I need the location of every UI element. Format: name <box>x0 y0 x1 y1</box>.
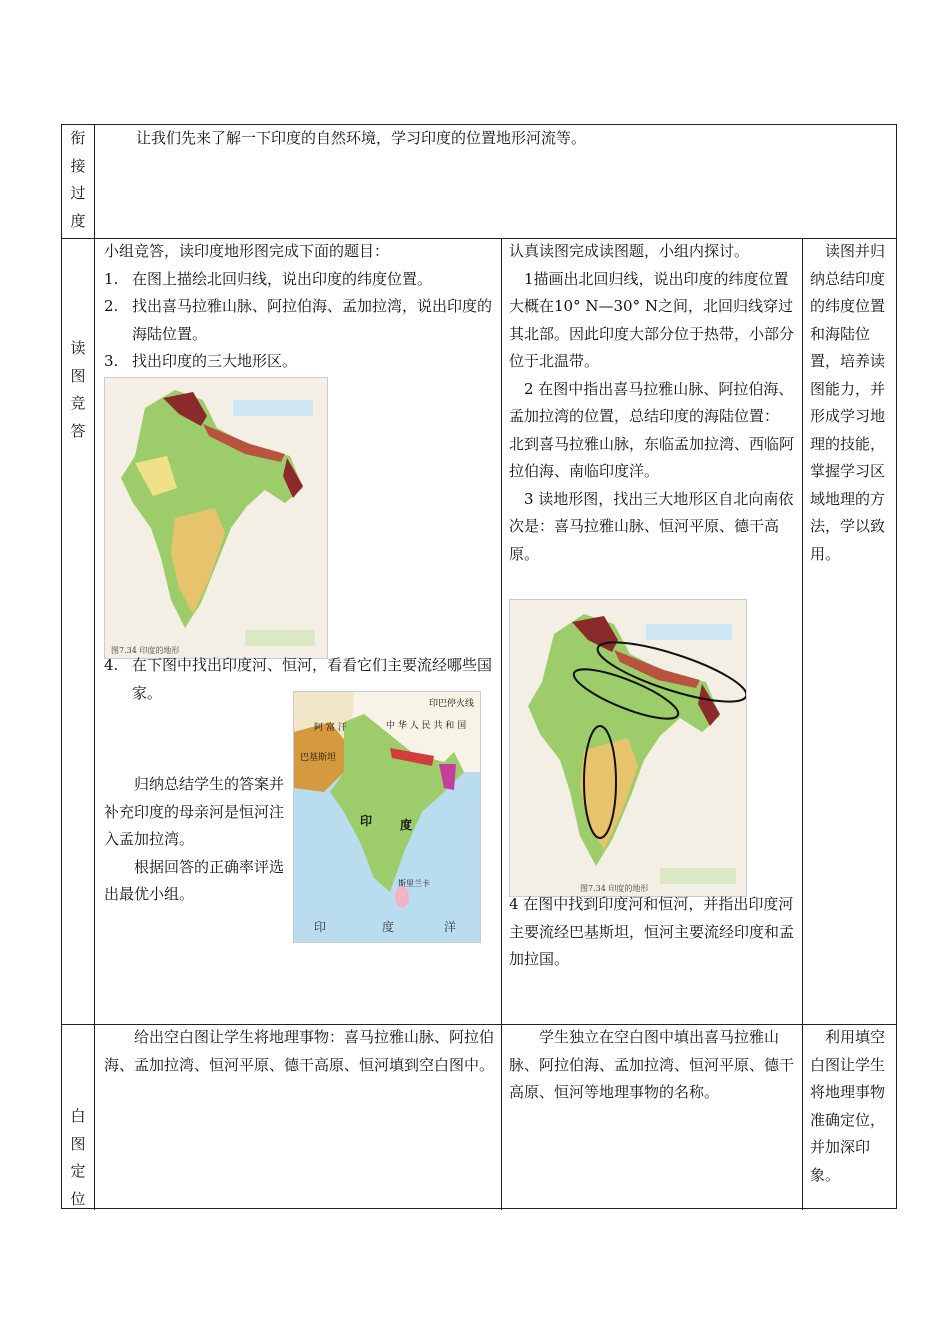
india-terrain-map-1 <box>104 377 328 659</box>
india-terrain-map-2 <box>509 599 747 897</box>
map2-label-ocean-1: 印 <box>314 920 327 934</box>
row3-purpose: 利用填空白图让学生将地理事物准确定位，并加深印象。 <box>810 1028 886 1184</box>
col-divider-label <box>94 125 95 1210</box>
teacher-summary-2: 根据回答的正确率评选出最优小组。 <box>104 857 285 903</box>
col-divider-student <box>802 238 803 1210</box>
map2-label-pakistan: 巴基斯坦 <box>300 753 337 763</box>
map1-caption: 图7.34 印度的地形 <box>111 646 180 655</box>
teacher-item-3: 3. 找出印度的三大地形区。 <box>104 352 298 370</box>
india-political-map <box>293 691 481 943</box>
teacher-item-1: 1. 在图上描绘北回归线，说出印度的纬度位置。 <box>104 269 433 288</box>
map2-label-ceasefire: 印巴停火线 <box>428 699 474 709</box>
terrain-map-svg <box>105 378 327 658</box>
teacher-summary-1: 归纳总结学生的答案并补充印度的母亲河是恒河注入孟加拉湾。 <box>104 775 285 848</box>
teacher-intro: 小组竞答，读印度地形图完成下面的题目： <box>104 242 390 260</box>
student-p1: 1描画出北回归线，说出印度的纬度位置大概在10° N—30° N之间，北回归线穿过其北部。因此印度大部分位于热带，小部分位于北温带。 <box>509 269 795 370</box>
map2-label-india-2: 度 <box>400 818 413 832</box>
row1-text: 让我们先来了解一下印度的自然环境，学习印度的位置地形河流等。 <box>136 129 587 147</box>
student-p3: 北到喜马拉雅山脉，东临孟加拉湾、西临阿拉伯海、南临印度洋。 <box>509 434 795 480</box>
student-intro: 认真读图完成读图题，小组内探讨。 <box>509 242 750 260</box>
row2-student <box>509 238 796 568</box>
row2-label: 读 图 竞 答 <box>70 339 86 440</box>
map2-label-afghanistan: 阿 富 汗 <box>314 723 347 733</box>
map2-label-india-1: 印 <box>360 814 373 828</box>
row3-student: 学生独立在空白图中填出喜马拉雅山脉、阿拉伯海、孟加拉湾、恒河平原、德干高原、恒河等地理事物的名称。 <box>509 1028 795 1101</box>
student-p4: 3 读地形图，找出三大地形区自北向南依次是：喜马拉雅山脉、恒河平原、德干高原。 <box>509 489 794 563</box>
row2-teacher <box>104 238 497 376</box>
map2-label-ocean-3: 洋 <box>444 920 457 934</box>
map3-caption: 图7.34 印度的地形 <box>580 884 649 893</box>
terrain-map-annotated-svg <box>510 600 746 896</box>
map2-label-ocean-2: 度 <box>382 920 395 934</box>
row1-label: 衔 接 过 度 <box>70 129 86 230</box>
row2-purpose: 读图并归纳总结印度的纬度位置和海陆位置，培养读图能力，并形成学习地理的技能，掌握学习区域地理的方法，学以致用。 <box>810 242 886 563</box>
teacher-item-4: 4. 在下图中找出印度河、恒河，看看它们主要流经哪些国家。 <box>104 656 493 702</box>
teacher-summary <box>104 771 292 909</box>
col-divider-teacher <box>501 238 502 1210</box>
row2-student-p5-wrap <box>509 891 796 974</box>
map2-label-china: 中 华 人 民 共 和 国 <box>386 721 467 731</box>
teacher-item-2: 2. 找出喜马拉雅山脉、阿拉伯海、孟加拉湾，说出印度的海陆位置。 <box>104 297 493 343</box>
student-p2: 2 在图中指出喜马拉雅山脉、阿拉伯海、孟加拉湾的位置，总结印度的海陆位置： <box>509 379 794 425</box>
lesson-table <box>61 124 897 1209</box>
map2-label-srilanka: 斯里兰卡 <box>398 879 430 888</box>
student-p5: 4 在图中找到印度河和恒河，并指出印度河主要流经巴基斯坦，恒河主要流经印度和孟加拉国。 <box>509 895 795 968</box>
row3-teacher: 给出空白图让学生将地理事物：喜马拉雅山脉、阿拉伯海、孟加拉湾、恒河平原、德干高原、恒河填到空白图中。 <box>104 1028 495 1074</box>
row3-label: 白 图 定 位 <box>70 1107 86 1208</box>
